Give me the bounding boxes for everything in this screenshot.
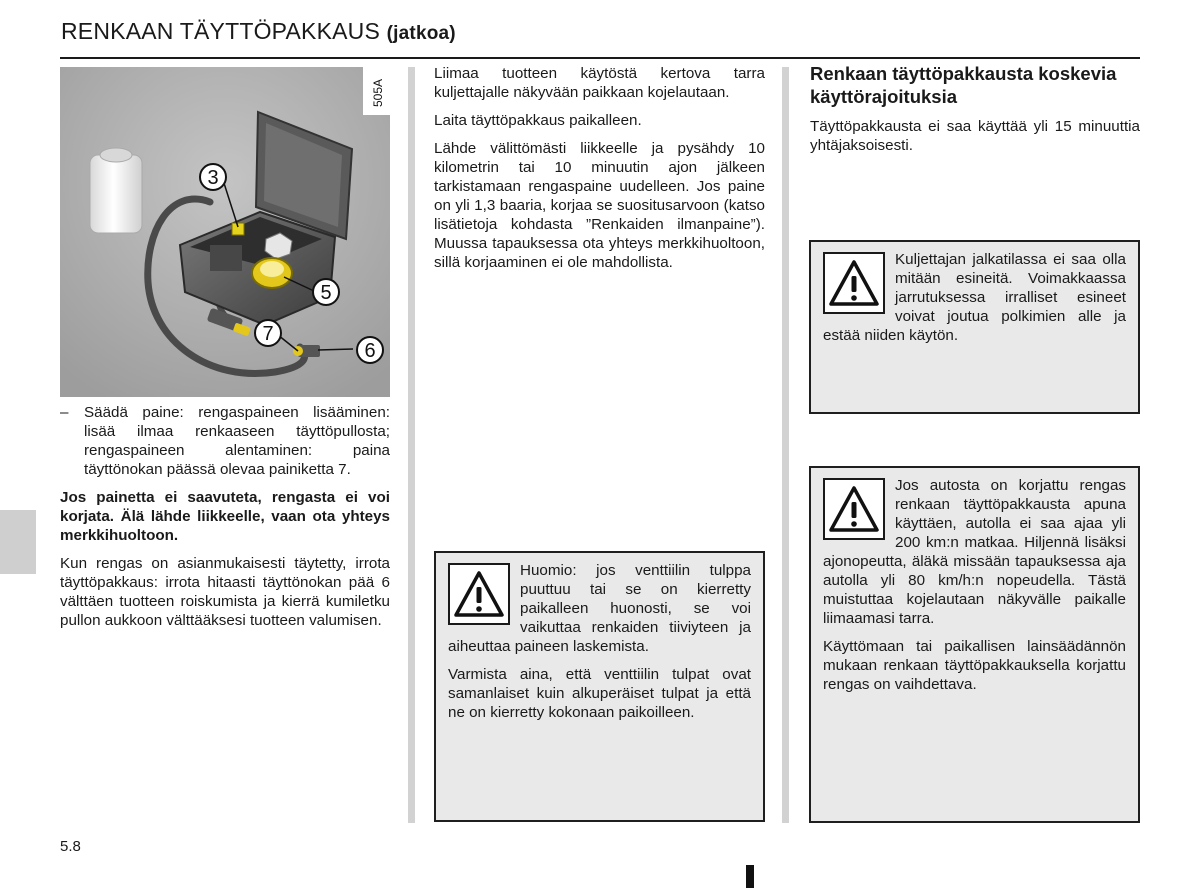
page-number: 5.8: [60, 838, 81, 855]
column-separator: [782, 67, 789, 823]
list-item-text: Säädä paine: rengaspaineen lisääminen: lisää ilmaa renkaaseen täyttöpullosta; rengaspaineen alentaminen: paina täyttönokan päässä olevaa painiketta 7.: [84, 404, 390, 478]
paragraph: Kun rengas on asianmukaisesti täytetty, irrota täyttöpakkaus: irrota hitaasti täyttönokan pää 6 välttäen tuotteen roiskumista ja kierrä kumiletku pullon aukkoon välttääksesi tuotteen valumisen.: [60, 555, 390, 629]
paragraph: Liimaa tuotteen käytöstä kertova tarra kuljettajalle näkyvään paikkaan kojelautaan.: [434, 65, 765, 101]
warning-icon: [823, 252, 885, 314]
svg-text:5: 5: [320, 282, 332, 304]
page-edge-mark: [746, 865, 754, 888]
tyre-repair-kit-illustration: [60, 67, 390, 397]
page-title-suffix: (jatkoa): [386, 23, 456, 44]
column-3: [810, 62, 1140, 164]
warning-icon: [823, 478, 885, 540]
callout-5: [313, 279, 339, 305]
callout-3: [200, 164, 226, 190]
section-heading: Renkaan täyttöpakkausta koskevia käyttörajoituksia: [810, 63, 1117, 107]
column-2: [434, 64, 765, 281]
page-title: [61, 18, 456, 45]
warning-text: Jos autosta on korjattu rengas renkaan täyttöpakkausta apuna käyttäen, autolla ei saa ajaa yli 200 km:n matkaa. Hiljennä lisäksi ajonopeutta, äläkä missään tapauksessa aja autolla yli 80 km/h:n nopeudella. Tästä muistuttaa kojelautaan näkyvälle paikalle liimaamasi tarra.: [823, 477, 1126, 627]
svg-text:6: 6: [364, 340, 376, 362]
section-tab: [0, 510, 36, 574]
warning-text: Varmista aina, että venttiilin tulpat ovat samanlaiset kuin alkuperäiset tulpat ja että ne on kierretty kokonaan paikoilleen.: [448, 666, 751, 721]
title-rule: [60, 57, 1140, 59]
callout-7: [255, 320, 281, 346]
warning-box: [434, 551, 765, 822]
warning-text: Kuljettajan jalkatilassa ei saa olla mitään esineitä. Voimakkaassa jarrutuksessa irralliset esineet voivat joutua polkimien alle ja estää niiden käytön.: [823, 251, 1126, 344]
warning-text: Käyttömaan tai paikallisen lainsäädännön mukaan renkaan täyttöpakkauksella korjattu rengas on vaihdettava.: [823, 638, 1126, 693]
list-item: [60, 403, 390, 479]
svg-text:7: 7: [262, 323, 274, 345]
bold-paragraph: Jos painetta ei saavuteta, rengasta ei voi korjata. Älä lähde liikkeelle, vaan ota yhteys merkkihuoltoon.: [60, 489, 390, 544]
paragraph: Täyttöpakkausta ei saa käyttää yli 15 minuuttia yhtäjaksoisesti.: [810, 118, 1140, 154]
paragraph: Lähde välittömästi liikkeelle ja pysähdy 10 kilometrin tai 10 minuutin ajon jälkeen tarkistamaan rengaspaine uudelleen. Jos paine on yli 1,3 baaria, korjaa se suositusarvoon (katso lisätietoja kohdasta ”Renkaiden ilmanpaine”). Muussa tapauksessa ota yhteys merkkihuoltoon, sillä korjaaminen ei ole mahdollista.: [434, 140, 765, 271]
dash-marker: –: [60, 404, 69, 421]
warning-box: [809, 466, 1140, 823]
figure-code: 505A: [371, 78, 385, 107]
column-separator: [408, 67, 415, 823]
warning-icon: [448, 563, 510, 625]
warning-text: Huomio: jos venttiilin tulppa puuttuu tai se on kierretty paikalleen huonosti, se voi vaikuttaa renkaiden tiiviyteen ja aiheuttaa paineen laskemista.: [448, 562, 751, 655]
paragraph: Laita täyttöpakkaus paikalleen.: [434, 112, 642, 129]
column-1: [60, 403, 390, 639]
page-title-main: RENKAAN TÄYTTÖPAKKAUS: [61, 18, 381, 44]
callout-6: [357, 337, 383, 363]
svg-text:3: 3: [207, 167, 219, 189]
warning-box: [809, 240, 1140, 414]
